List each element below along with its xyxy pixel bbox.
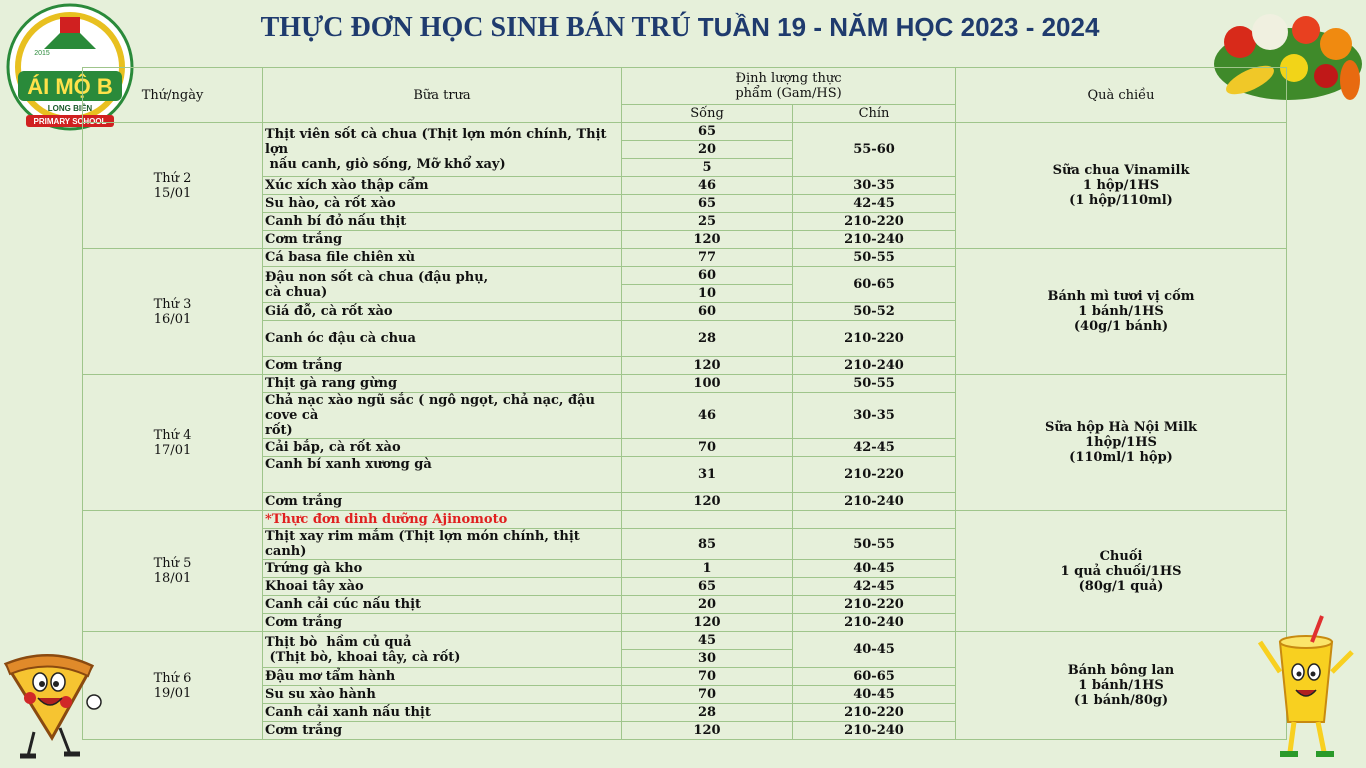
raw-cell: 77 — [622, 249, 793, 267]
page-title — [190, 12, 1170, 44]
dish-cell: Thịt gà rang gừng — [263, 375, 622, 393]
dish-cell: Thịt viên sốt cà chua (Thịt lợn món chính, Thịt lợn nấu canh, giò sống, Mỡ khổ xay) — [263, 123, 622, 177]
cooked-cell: 40-45 — [793, 686, 956, 704]
table-row — [83, 375, 1287, 393]
raw-cell: 28 — [622, 704, 793, 722]
cooked-cell: 210-240 — [793, 493, 956, 511]
pizza-mascot-icon — [0, 642, 104, 762]
raw-cell: 30 — [622, 650, 793, 668]
raw-cell: 45 — [622, 632, 793, 650]
raw-cell: 120 — [622, 231, 793, 249]
day-cell: Thứ 5 18/01 — [83, 511, 263, 632]
svg-text:PRIMARY SCHOOL: PRIMARY SCHOOL — [33, 117, 107, 126]
header-snack: Quà chiều — [956, 68, 1287, 123]
dish-cell: Đậu mơ tẩm hành — [263, 668, 622, 686]
raw-cell: 25 — [622, 213, 793, 231]
cooked-cell: 50-52 — [793, 303, 956, 321]
cooked-cell: 210-240 — [793, 722, 956, 740]
raw-cell: 65 — [622, 195, 793, 213]
dish-cell: Cơm trắng — [263, 493, 622, 511]
dish-cell: Thịt bò hầm củ quả (Thịt bò, khoai tây, cà rốt) — [263, 632, 622, 668]
raw-cell: 46 — [622, 393, 793, 439]
raw-cell: 20 — [622, 596, 793, 614]
raw-cell: 120 — [622, 493, 793, 511]
dish-cell: Canh bí đỏ nấu thịt — [263, 213, 622, 231]
dish-cell: Thịt xay rim mắm (Thịt lợn món chính, thịt canh) — [263, 529, 622, 560]
dish-cell: Cơm trắng — [263, 722, 622, 740]
dish-cell: Đậu non sốt cà chua (đậu phụ, cà chua) — [263, 267, 622, 303]
table-row — [83, 249, 1287, 267]
dish-cell: Cơm trắng — [263, 231, 622, 249]
raw-cell: 10 — [622, 285, 793, 303]
cooked-cell: 42-45 — [793, 439, 956, 457]
cooked-cell: 210-220 — [793, 321, 956, 357]
dish-cell: Su hào, cà rốt xào — [263, 195, 622, 213]
day-cell: Thứ 3 16/01 — [83, 249, 263, 375]
table-row — [83, 632, 1287, 650]
dish-cell: Cá basa file chiên xù — [263, 249, 622, 267]
snack-cell: Sữa hộp Hà Nội Milk 1hộp/1HS (110ml/1 hộp) — [956, 375, 1287, 511]
menu-table — [82, 67, 1287, 740]
cooked-cell: 40-45 — [793, 560, 956, 578]
table-row — [83, 123, 1287, 141]
raw-cell: 1 — [622, 560, 793, 578]
cooked-cell: 50-55 — [793, 375, 956, 393]
raw-cell: 120 — [622, 614, 793, 632]
raw-cell: 60 — [622, 267, 793, 285]
svg-text:ÁI MỘ B: ÁI MỘ B — [27, 74, 113, 99]
cooked-cell: 42-45 — [793, 578, 956, 596]
dish-cell: Chả nạc xào ngũ sắc ( ngô ngọt, chả nạc, đậu cove cà rốt) — [263, 393, 622, 439]
raw-cell: 85 — [622, 529, 793, 560]
raw-cell: 60 — [622, 303, 793, 321]
header-lunch: Bữa trưa — [263, 68, 622, 123]
special-menu-note: *Thực đơn dinh dưỡng Ajinomoto — [263, 511, 622, 529]
cooked-cell: 210-220 — [793, 213, 956, 231]
dish-cell: Giá đỗ, cà rốt xào — [263, 303, 622, 321]
cooked-cell: 50-55 — [793, 529, 956, 560]
day-cell: Thứ 4 17/01 — [83, 375, 263, 511]
cooked-cell: 50-55 — [793, 249, 956, 267]
table-row — [83, 511, 1287, 529]
day-cell: Thứ 6 19/01 — [83, 632, 263, 740]
dish-cell: Su su xào hành — [263, 686, 622, 704]
raw-cell: 100 — [622, 375, 793, 393]
snack-cell: Chuối 1 quả chuối/1HS (80g/1 quả) — [956, 511, 1287, 632]
dish-cell: Canh cải xanh nấu thịt — [263, 704, 622, 722]
header-day: Thứ/ngày — [83, 68, 263, 123]
svg-text:2015: 2015 — [34, 50, 50, 57]
title-part2: TUẦN 19 - NĂM HỌC 2023 - 2024 — [697, 12, 1100, 42]
dish-cell: Canh óc đậu cà chua — [263, 321, 622, 357]
raw-cell: 70 — [622, 686, 793, 704]
dish-cell: Xúc xích xào thập cẩm — [263, 177, 622, 195]
snack-cell: Sữa chua Vinamilk 1 hộp/1HS (1 hộp/110ml) — [956, 123, 1287, 249]
header-raw: Sống — [622, 105, 793, 123]
dish-cell: Canh cải cúc nấu thịt — [263, 596, 622, 614]
dish-cell: Cải bắp, cà rốt xào — [263, 439, 622, 457]
raw-cell: 20 — [622, 141, 793, 159]
dish-cell: Canh bí xanh xương gà — [263, 457, 622, 493]
header-amount: Định lượng thực phẩm (Gam/HS) — [622, 68, 956, 105]
cooked-cell: 30-35 — [793, 177, 956, 195]
header-row — [83, 68, 1287, 105]
cooked-cell: 40-45 — [793, 632, 956, 668]
raw-cell: 28 — [622, 321, 793, 357]
cooked-cell: 210-220 — [793, 457, 956, 493]
dish-cell: Khoai tây xào — [263, 578, 622, 596]
raw-cell: 5 — [622, 159, 793, 177]
raw-cell: 65 — [622, 578, 793, 596]
cooked-cell: 60-65 — [793, 267, 956, 303]
cooked-cell: 30-35 — [793, 393, 956, 439]
dish-cell: Trứng gà kho — [263, 560, 622, 578]
raw-cell: 46 — [622, 177, 793, 195]
raw-cell: 65 — [622, 123, 793, 141]
snack-cell: Bánh mì tươi vị cốm 1 bánh/1HS (40g/1 bánh) — [956, 249, 1287, 375]
raw-cell: 120 — [622, 722, 793, 740]
header-cooked: Chín — [793, 105, 956, 123]
cooked-cell: 60-65 — [793, 668, 956, 686]
snack-cell: Bánh bông lan 1 bánh/1HS (1 bánh/80g) — [956, 632, 1287, 740]
cooked-cell: 210-220 — [793, 704, 956, 722]
cooked-cell: 210-240 — [793, 614, 956, 632]
cooked-cell: 210-240 — [793, 231, 956, 249]
raw-cell: 70 — [622, 439, 793, 457]
cooked-cell: 55-60 — [793, 123, 956, 177]
title-part1: THỰC ĐƠN HỌC SINH BÁN TRÚ — [260, 12, 698, 43]
juice-mascot-icon — [1250, 612, 1362, 762]
cooked-cell: 210-220 — [793, 596, 956, 614]
raw-cell: 31 — [622, 457, 793, 493]
svg-text:LONG BIÊN: LONG BIÊN — [47, 104, 93, 113]
cooked-cell: 42-45 — [793, 195, 956, 213]
raw-cell: 120 — [622, 357, 793, 375]
cooked-cell: 210-240 — [793, 357, 956, 375]
dish-cell: Cơm trắng — [263, 357, 622, 375]
day-cell: Thứ 2 15/01 — [83, 123, 263, 249]
dish-cell: Cơm trắng — [263, 614, 622, 632]
raw-cell: 70 — [622, 668, 793, 686]
